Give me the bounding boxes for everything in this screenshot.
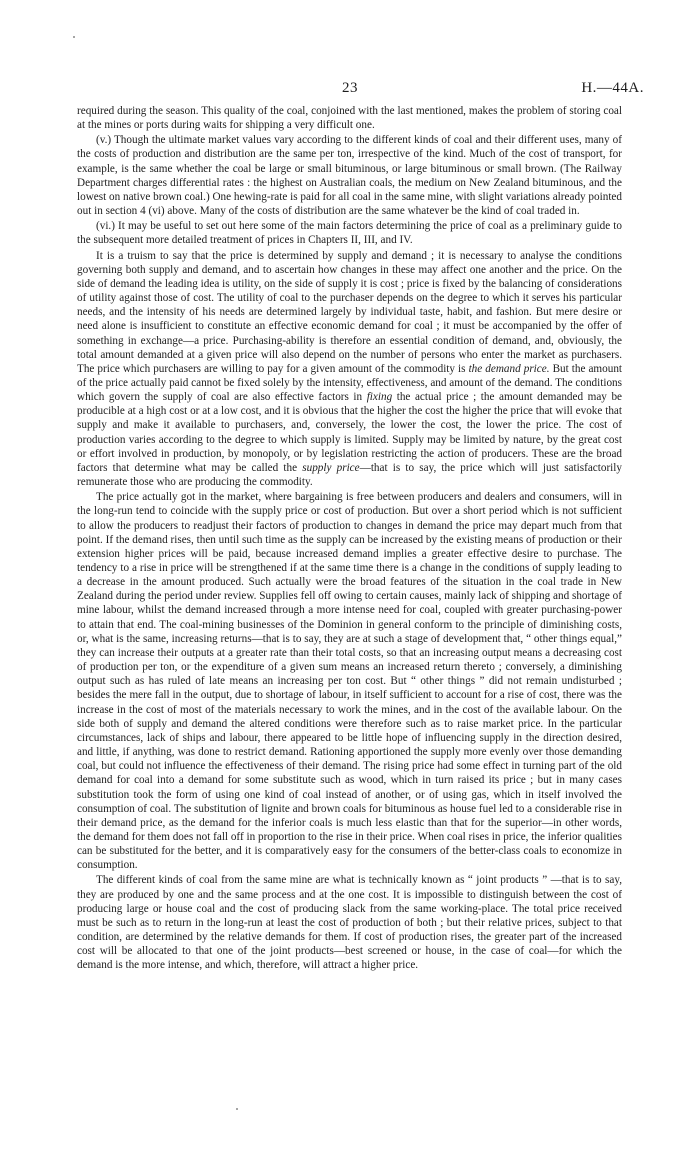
page-number: 23 <box>342 80 358 96</box>
document-reference: H.—44A. <box>581 80 644 96</box>
scan-speck <box>73 36 75 38</box>
fixing-term: fixing <box>366 391 393 404</box>
paragraph-supply-demand <box>77 249 622 490</box>
scan-speck <box>236 1108 238 1110</box>
demand-price-term: the demand price. <box>468 362 550 375</box>
supply-price-term: supply price <box>302 461 360 474</box>
paragraph-market-price: The price actually got in the market, where bargaining is free between producers and dealers and consumers, will in the long-run tend to coincide with the supply price or cost of production. But over a short period which is not sufficient to allow the producers to readjust their factors of production to changes in demand the price may depart much from that point. If the demand rises, then until such time as the supply can be increased by the existing means of production or their extension higher prices will be paid, because increased demand implies a greater effective desire to purchase. The tendency to a rise in price will be strengthened if at the same time there is a change in the conditions of supply leading to a decrease in the amount produced. Such actually were the broad features of the situation in the coal trade in New Zealand during the period under review. Supplies fell off owing to certain causes, mainly lack of shipping and shortage of mine labour, whilst the demand increased through a more intense need for coal, coupled with greater purchasing-power to attain that end. The coal-mining businesses of the Dominion in general conform to the principle of diminishing costs, or, what is the same, increasing returns—that is to say, they are at such a stage of development that, “ other things equal,” they can increase their outputs at a greater rate than their total costs, so that an increasing output means a decreasing cost of production per ton, or the expenditure of a given sum means an increased return thereto ; conversely, a diminishing output such as has ruled of late means an increasing per ton cost. But “ other things ” did not remain undisturbed ; besides the mere fall in the output, due to shortage of labour, in itself sufficient to account for a rise of cost, there was the increase in the cost of most of the materials necessary to work the mines, and in the cost of the available labour. On the side both of supply and demand the altered conditions were therefore such as to raise market price. In the particular circumstances, lack of ships and labour, there appeared to be little hope of influencing supply in the direction desired, and little, if anything, was done to restrict demand. Rationing apportioned the supply more evenly over those demanding coal, but could not influence the effectiveness of their demand. The rising price had some effect in turning part of the old demand for coal into a demand for some substitute such as wood, which in turn raised its price ; but in many cases substitution took the form of using one kind of coal instead of another, or of using gas, which in itself involved the consumption of coal. The substitution of lignite and brown coals for bituminous as house fuel led to a considerable rise in their demand price, as the demand for the inferior coals is much less elastic than that for the superior—in other words, the demand for them does not fall off in proportion to the rise in their price. When coal rises in price, the inferior qualities can be substituted for the better, and it is comparatively easy for the consumers of the better-class coals to economize in consumption. <box>77 491 622 872</box>
paragraph-text: —that is to say, the price which will just satisfactorily remunerate those who are producing the commodity. <box>77 461 622 489</box>
body-text <box>77 104 622 973</box>
paragraph-cost-uniformity: (v.) Though the ultimate market values vary according to the different kinds of coal and their different uses, many of the costs of production and distribution are the same per ton, irrespective of the kind. Much of the cost of transport, for example, is the same whether the coal be large or small bituminous, or large bituminous or small brown. (The Railway Department charges differential rates : the highest on Australian coals, the medium on New Zealand bituminous, and the lowest on native brown coal.) One hewing-rate is paid for all coal in the same mine, with slight variations already pointed out in section 4 (vi) above. Many of the costs of distribution are the same whatever be the kind of coal traded in. <box>77 134 622 218</box>
paragraph-joint-products: The different kinds of coal from the same mine are what is technically known as “ joint products ” —that is to say, they are produced by one and the same process and at the one cost. It is impossible to distinguish between the cost of producing large or house coal and the cost of producing slack from the same working-place. The total price received must be such as to return in the long-run at least the cost of production of both ; but their relative prices, subject to that condition, are determined by the relative demands for them. If cost of production rises, the greater part of the increased cost will be allocated to that one of the joint products—best screened or house, in the case of coal—for which the demand is the more intense, and which, therefore, will attract a higher price. <box>77 874 622 972</box>
paragraph-text: the actual price ; the amount demanded may be producible at a high cost or at a low cost, and it is obvious that the higher the cost the higher the price that will evoke that supply and make it available to purchasers, and, conversely, the lower the cost, the lower the price. The cost of production varies according to the degree to which supply is limited. Supply may be limited by nature, by the great cost or effort involved in production, by monopoly, or by legislation restricting the action of producers. These are the broad factors that determine what may be called the <box>77 391 623 474</box>
paragraph-continued: required during the season. This quality of the coal, conjoined with the last mentioned, makes the problem of storing coal at the mines or ports during waits for shipping a very difficult one. <box>77 105 622 132</box>
paragraph-text: It is a truism to say that the price is determined by supply and demand ; it is necessary to analyse the conditions governing both supply and demand, and to ascertain how changes in these may affect one another and the price. On the side of demand the leading idea is utility, on the side of supply it is cost ; price is fixed by the balancing of considerations of utility against those of cost. The utility of coal to the purchaser depends on the degree to which it serves his particular needs, and the intensity of his needs are determined largely by individual taste, habit, and fashion. But mere desire or need alone is insufficient to constitute an effective economic demand for coal ; it must be accompanied by the offer of something in exchange—a price. Purchasing-ability is therefore an essential condition of demand, and, obviously, the total amount demanded at a given price will also depend on the number of persons who enter the market as purchasers. The price which purchasers are willing to pay for a given amount of the commodity is <box>77 249 622 375</box>
paragraph-text: But the amount of the price actually paid cannot be fixed solely by the intensity, effectiveness, and amount of the demand. The conditions which govern the supply of coal are also effective factors in <box>77 362 623 404</box>
paragraph-price-factors-intro: (vi.) It may be useful to set out here some of the main factors determining the price of coal as a preliminary guide to the subsequent more detailed treatment of prices in Chapters II, III, and IV. <box>77 220 622 247</box>
